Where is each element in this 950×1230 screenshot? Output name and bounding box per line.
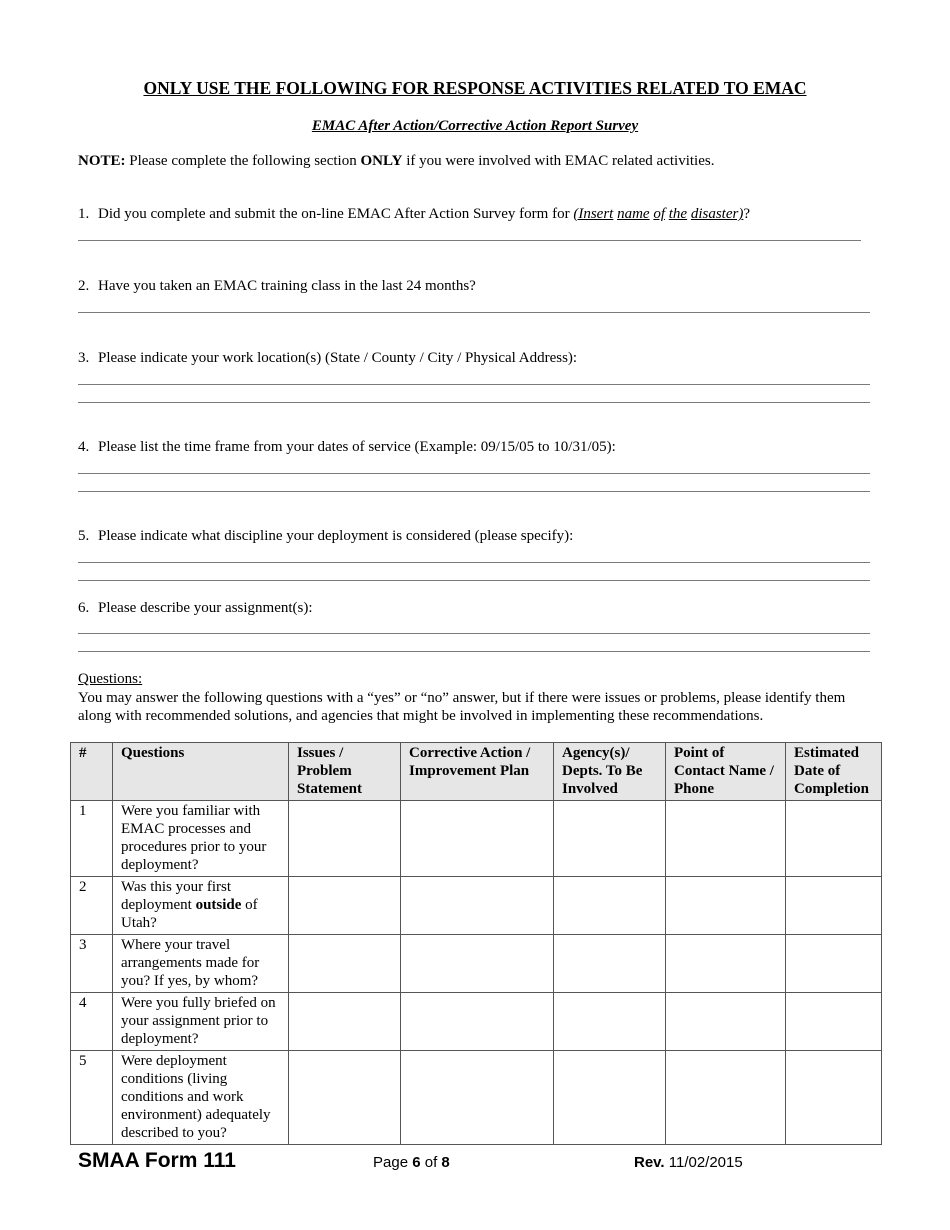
issues-cell[interactable] (289, 877, 401, 935)
survey-question-1 (78, 206, 750, 223)
corrective-action-cell[interactable] (401, 935, 554, 993)
survey-question-6 (78, 600, 313, 617)
question-text-before: Was this your first deployment (121, 879, 232, 913)
estimated-date-cell[interactable] (786, 877, 882, 935)
corrective-action-cell[interactable] (401, 801, 554, 877)
insert-word: disaster) (690, 206, 744, 222)
row-question: Were you fully briefed on your assignment prior to deployment? (113, 993, 289, 1051)
answer-line[interactable] (78, 651, 870, 652)
table-row (71, 993, 882, 1051)
note-paragraph (78, 153, 714, 170)
question-text: Please list the time frame from your dates of service (Example: 09/15/05 to 10/31/05): (98, 439, 616, 455)
table-row (71, 801, 882, 877)
header-estimated-date: Estimated Date of Completion (786, 743, 882, 801)
survey-question-2 (78, 278, 476, 295)
note-emphasis: ONLY (360, 153, 403, 169)
issues-cell[interactable] (289, 801, 401, 877)
header-corrective-action: Corrective Action / Improvement Plan (401, 743, 554, 801)
survey-subtitle: EMAC After Action/Corrective Action Report Survey (311, 118, 639, 134)
question-number: 4. (78, 439, 90, 455)
issues-cell[interactable] (289, 935, 401, 993)
point-of-contact-cell[interactable] (666, 801, 786, 877)
insert-word: of (653, 206, 666, 222)
header-point-of-contact: Point of Contact Name / Phone (666, 743, 786, 801)
point-of-contact-cell[interactable] (666, 1051, 786, 1145)
question-number: 5. (78, 528, 90, 544)
question-number: 2. (78, 278, 90, 294)
corrective-action-cell[interactable] (401, 1051, 554, 1145)
agency-cell[interactable] (554, 993, 666, 1051)
table-row (71, 935, 882, 993)
insert-word: (Insert (573, 206, 614, 222)
header-issues: Issues / Problem Statement (289, 743, 401, 801)
question-text: Please indicate what discipline your deployment is considered (please specify): (98, 528, 574, 544)
note-text-after: if you were involved with EMAC related activities. (402, 153, 715, 169)
survey-question-4 (78, 439, 616, 456)
row-number: 1 (71, 801, 113, 877)
survey-question-5 (78, 528, 573, 545)
question-text-after: of Utah? (121, 897, 258, 931)
point-of-contact-cell[interactable] (666, 877, 786, 935)
row-number: 3 (71, 935, 113, 993)
page-total: 8 (441, 1154, 450, 1171)
note-text-before: Please complete the following section (125, 153, 361, 169)
page-indicator (373, 1154, 450, 1171)
row-question: Were deployment conditions (living conditions and work environment) adequately described to you? (113, 1051, 289, 1145)
header-agency: Agency(s)/ Depts. To Be Involved (554, 743, 666, 801)
agency-cell[interactable] (554, 877, 666, 935)
answer-line[interactable] (78, 580, 870, 581)
questions-heading: Questions: (78, 671, 143, 687)
question-text: Did you complete and submit the on-line EMAC After Action Survey form for (98, 206, 574, 222)
corrective-action-table (70, 742, 882, 1145)
corrective-action-cell[interactable] (401, 877, 554, 935)
issues-cell[interactable] (289, 1051, 401, 1145)
question-number: 3. (78, 350, 90, 366)
question-text: Please describe your assignment(s): (98, 600, 313, 616)
agency-cell[interactable] (554, 801, 666, 877)
point-of-contact-cell[interactable] (666, 993, 786, 1051)
page-word: Page (373, 1154, 409, 1171)
form-number: SMAA Form 111 (78, 1149, 236, 1172)
issues-cell[interactable] (289, 993, 401, 1051)
question-suffix: ? (743, 206, 751, 222)
row-number: 2 (71, 877, 113, 935)
answer-line[interactable] (78, 473, 870, 474)
row-number: 5 (71, 1051, 113, 1145)
question-text: Have you taken an EMAC training class in the last 24 months? (98, 278, 476, 294)
header-questions: Questions (113, 743, 289, 801)
answer-line[interactable] (78, 402, 870, 403)
agency-cell[interactable] (554, 1051, 666, 1145)
page-title: ONLY USE THE FOLLOWING FOR RESPONSE ACTIVITIES RELATED TO EMAC (143, 78, 807, 98)
answer-line[interactable] (78, 633, 870, 634)
answer-line[interactable] (78, 384, 870, 385)
insert-word: the (668, 206, 688, 222)
survey-question-3 (78, 350, 577, 367)
point-of-contact-cell[interactable] (666, 935, 786, 993)
answer-line[interactable] (78, 240, 861, 241)
questions-intro: You may answer the following questions with a “yes” or “no” answer, but if there were issues or problems, please identify them along with recommended solutions, and agencies that might be involved in implementing these recommendations. (78, 690, 846, 724)
insert-word: name (617, 206, 650, 222)
table-row (71, 877, 882, 935)
table-row (71, 1051, 882, 1145)
answer-line[interactable] (78, 491, 870, 492)
agency-cell[interactable] (554, 935, 666, 993)
row-question: Were you familiar with EMAC processes and procedures prior to your deployment? (113, 801, 289, 877)
table-header-row (71, 743, 882, 801)
page-current: 6 (412, 1154, 421, 1171)
question-text: Please indicate your work location(s) (State / County / City / Physical Address): (98, 350, 578, 366)
estimated-date-cell[interactable] (786, 993, 882, 1051)
answer-line[interactable] (78, 562, 870, 563)
answer-line[interactable] (78, 312, 870, 313)
header-number: # (71, 743, 113, 801)
question-emphasis: outside (195, 897, 242, 913)
revision (634, 1154, 743, 1171)
estimated-date-cell[interactable] (786, 801, 882, 877)
question-number: 6. (78, 600, 90, 616)
row-question: Where your travel arrangements made for you? If yes, by whom? (113, 935, 289, 993)
estimated-date-cell[interactable] (786, 1051, 882, 1145)
revision-label: Rev. (634, 1154, 665, 1171)
row-question (113, 877, 289, 935)
corrective-action-cell[interactable] (401, 993, 554, 1051)
page-of: of (424, 1154, 438, 1171)
row-number: 4 (71, 993, 113, 1051)
estimated-date-cell[interactable] (786, 935, 882, 993)
note-label: NOTE: (78, 153, 126, 169)
revision-date: 11/02/2015 (668, 1154, 743, 1171)
question-number: 1. (78, 206, 90, 222)
